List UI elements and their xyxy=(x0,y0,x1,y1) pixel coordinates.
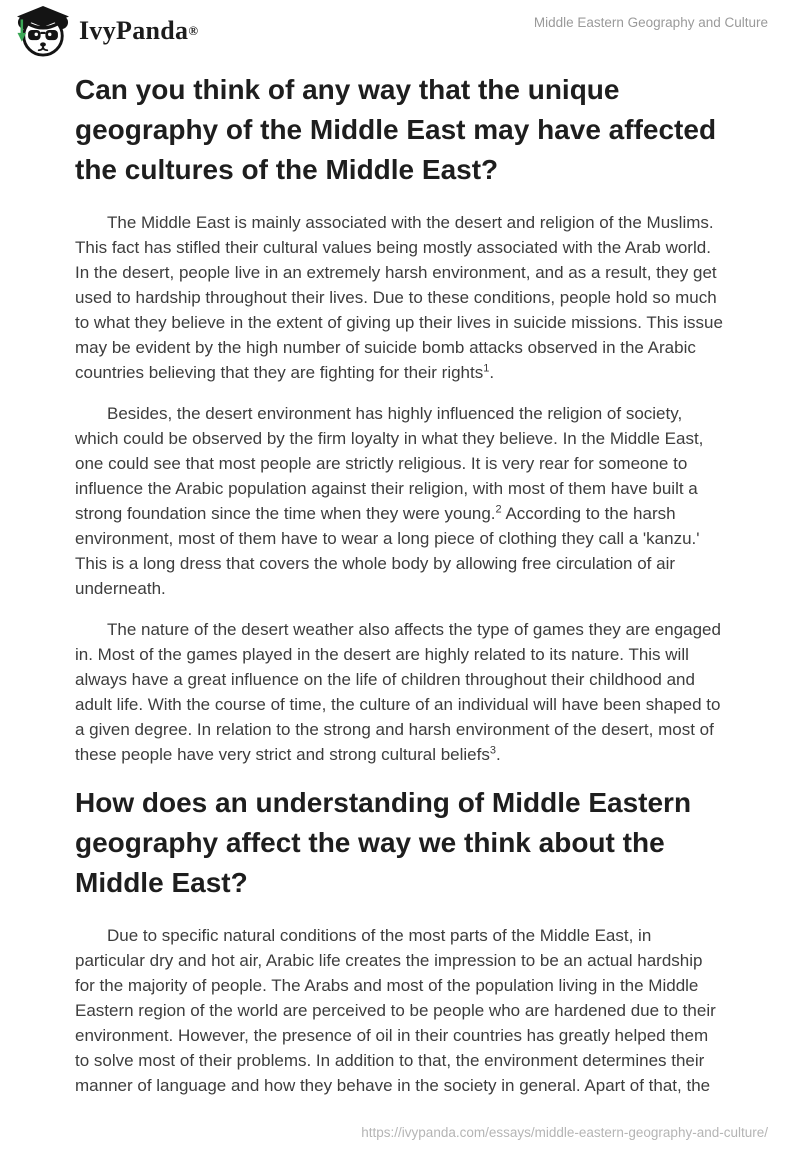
essay-section-1 xyxy=(75,70,725,767)
essay-content xyxy=(75,56,725,1114)
essay-paragraph: The nature of the desert weather also affects the type of games they are engaged in. Most of the games played in the desert are highly related to its nature. This will always have a great influence on the life of children throughout their childhood and adult life. With the course of time, the culture of an individual will have been shaped to a given degree. In relation to the strong and harsh environment of the desert, most of these people have very strict and strong cultural beliefs$^3$. xyxy=(75,620,721,764)
section-heading: How does an understanding of Middle Eastern geography affect the way we think about the Middle East? xyxy=(75,787,692,898)
source-url: https://ivypanda.com/essays/middle-eastern-geography-and-culture/ xyxy=(361,1125,768,1140)
essay-section-2 xyxy=(75,783,725,1098)
page-header xyxy=(0,0,800,56)
essay-paragraph: The Middle East is mainly associated with the desert and religion of the Muslims. This fact has stifled their cultural values being mostly associated with the Arab world. In the desert, people live in an extremely harsh environment, and as a result, they get used to hardship throughout their lives. Due to these conditions, people hold so much to what they believe in the extent of giving up their lives in suicide missions. This issue may be evident by the high number of suicide bomb attacks observed in the Arabic countries believing that they are fighting for their rights$^1$. xyxy=(75,213,723,382)
essay-paragraph: Besides, the desert environment has highly influenced the religion of society, which could be observed by the firm loyalty in what they believe. In the Middle East, one could see that most people are strictly religious. It is very rear for someone to influence the Arabic population against their religion, with most of them have built a strong foundation since the time when they were young.$^2$ According to the harsh environment, most of them have to wear a long piece of clothing they call a 'kanzu.' This is a long dress that covers the whole body by allowing free circulation of air underneath. xyxy=(75,404,704,598)
essay-paragraph: Due to specific natural conditions of the most parts of the Middle East, in particular dry and hot air, Arabic life creates the impression to be an actual hardship for the majority of people. The Arabs and most of the population living in the Middle Eastern region of the world are perceived to be people who are hardened due to their environment. However, the presence of oil in their countries has greatly helped them to solve most of their problems. In addition to that, the environment determines their manner of language and how they behave in the society in general. Apart of that, the xyxy=(75,926,716,1095)
brand-name: IvyPanda xyxy=(79,16,189,45)
section-heading: Can you think of any way that the unique geography of the Middle East may have affected the cultures of the Middle East? xyxy=(75,74,717,185)
brand: IvyPanda ® xyxy=(13,5,198,57)
document-title: Middle Eastern Geography and Culture xyxy=(533,15,768,30)
ivypanda-panda-logo-icon xyxy=(13,5,73,57)
